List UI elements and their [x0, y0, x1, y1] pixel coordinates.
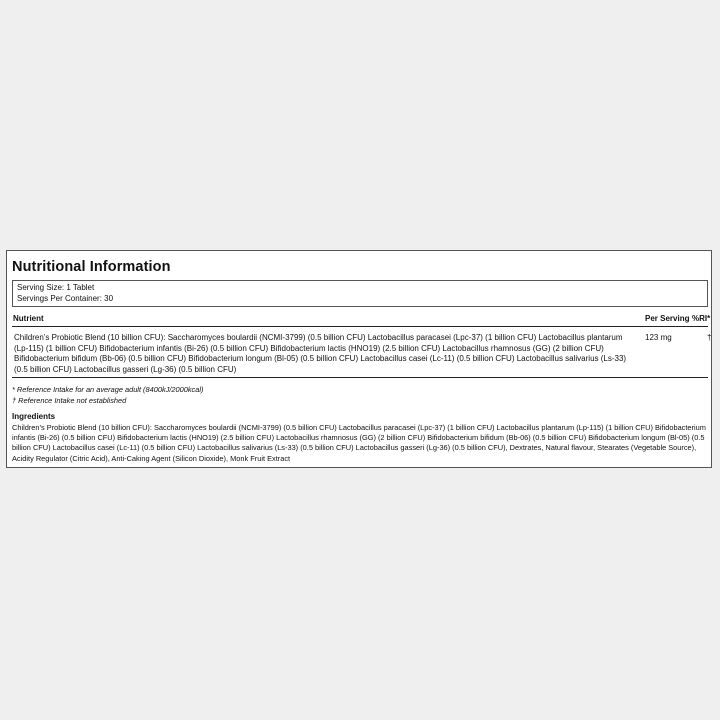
nutrient-ri: † [707, 333, 712, 342]
header-per-serving: Per Serving [645, 314, 690, 323]
ingredients-text: Children’s Probiotic Blend (10 billion CFU): Saccharomyces boulardii (NCMI-3799) (0.5 billion CFU) Lactobacillus paracasei (Lpc-37) (1 billion CFU) Lactobacillus plantarum (Lp-115) (1 billion CFU) Bifidobacterium infantis (Bi-26) (0.5 billion CFU) Bifidobacterium lactis (HNO19) (2.5 billion CFU) Lactobacillus rhamnosus (GG) (2 billion CFU) Bifidobacterium bifidum (Bb-06) (0.5 billion CFU) Bifidobacterium longum (Bl-05) (0.5 billion CFU) Lactobacillus casei (Lc-11) (0.5 billion CFU) Lactobacillus salivarius (Ls-33) (0.5 billion CFU) Lactobacillus gasseri (Lg-36) (0.5 billion CFU), Dextrates, Natural flavour, Stearates (Vegetable Source), Acidity Regulator (Citric Acid), Anti-Caking Agent (Silicon Dioxide), Monk Fruit Extract [12, 423, 706, 463]
serving-size: Serving Size: 1 Tablet [17, 283, 95, 292]
footnotes [12, 385, 203, 406]
footnote-reference-intake: * Reference Intake for an average adult (8400kJ/2000kcal) [12, 385, 204, 394]
ingredients-title: Ingredients [12, 412, 56, 421]
nutrient-amount: 123 mg [645, 333, 672, 342]
servings-per-container: Servings Per Container: 30 [17, 293, 114, 303]
panel-title: Nutritional Information [12, 259, 171, 275]
nutrition-panel [6, 250, 712, 468]
header-ri: %RI* [692, 314, 711, 323]
table-row [12, 331, 712, 378]
serving-info-box [12, 280, 708, 307]
nutrient-table-header [12, 313, 711, 327]
header-nutrient: Nutrient [13, 314, 44, 323]
nutrient-name: Children’s Probiotic Blend (10 billion CFU): Saccharomyces boulardii (NCMI-3799) (0.5 billion CFU) Lactobacillus paracasei (Lpc-37) (1 billion CFU) Lactobacillus plantarum (Lp-115) (1 billion CFU) Bifidobacterium infantis (Bi-26) (0.5 billion CFU) Bifidobacterium lactis (HNO19) (2.5 billion CFU) Lactobacillus rhamnosus (GG) (2 billion CFU) Bifidobacterium bifidum (Bb-06) (0.5 billion CFU) Bifidobacterium longum (Bl-05) (0.5 billion CFU) Lactobacillus casei (Lc-11) (0.5 billion CFU) Lactobacillus salivarius (Ls-33) (0.5 billion CFU) Lactobacillus gasseri (Lg-36) (0.5 billion CFU) [14, 333, 627, 374]
footnote-not-established: † Reference Intake not established [12, 395, 127, 405]
